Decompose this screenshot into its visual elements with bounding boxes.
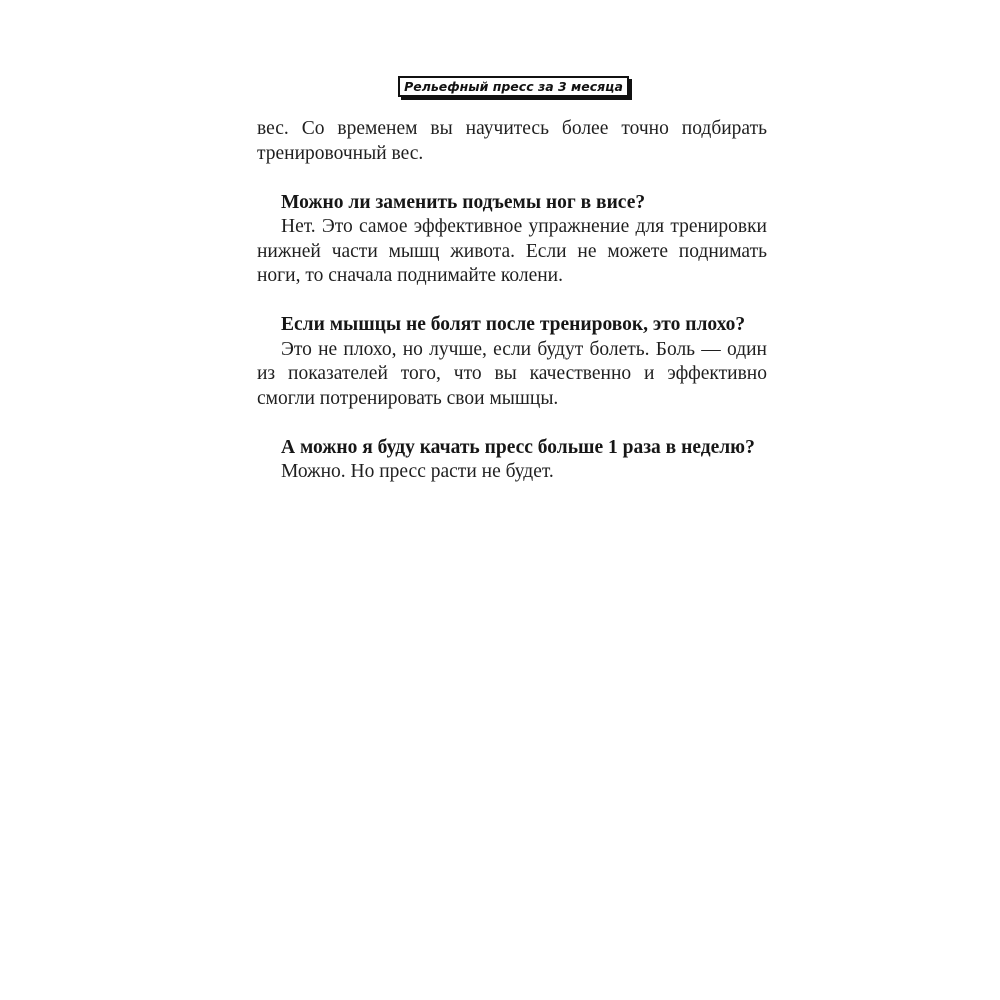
qa-item <box>257 436 767 485</box>
body-text <box>257 117 767 485</box>
answer-paragraph: Это не плохо, но лучше, если будут болеть. Боль — один из показателей того, что вы качественно и эффективно смогли потренировать свои мышцы. <box>257 338 767 409</box>
intro-paragraph: вес. Со временем вы научитесь более точно подбирать тренировочный вес. <box>257 118 767 164</box>
question-heading: А можно я буду качать пресс больше 1 раза в неделю? <box>281 436 755 458</box>
question-heading: Можно ли заменить подъемы ног в висе? <box>281 191 646 213</box>
answer-paragraph: Нет. Это самое эффективное упражнение для тренировки нижней части мышц живота. Если не можете поднимать ноги, то сначала поднимайте колени. <box>257 216 767 286</box>
answer-paragraph: Можно. Но пресс расти не будет. <box>281 461 554 482</box>
qa-item <box>257 191 767 289</box>
qa-item <box>257 313 767 411</box>
question-heading: Если мышцы не болят после тренировок, это плохо? <box>281 314 746 335</box>
running-header: Рельефный пресс за 3 месяца <box>398 76 629 97</box>
